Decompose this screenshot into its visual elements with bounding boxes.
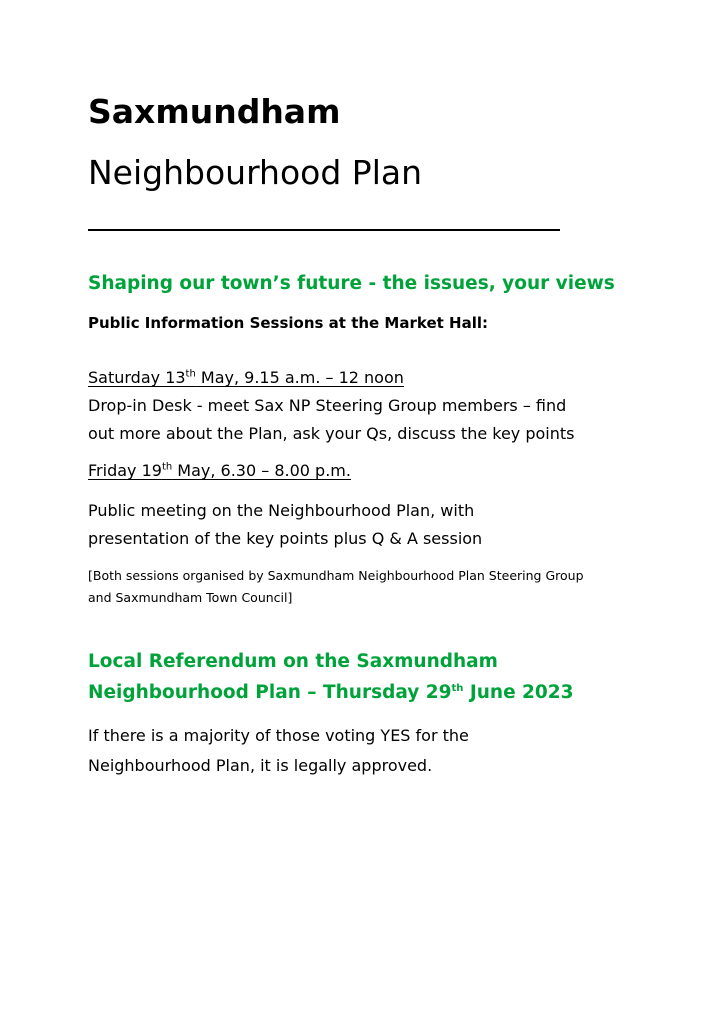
organiser-note-line2: and Saxmundham Town Council] — [88, 590, 293, 605]
referendum-heading-line2: Neighbourhood Plan – Thursday 29th June 2023 — [88, 682, 574, 703]
referendum-heading-line1: Local Referendum on the Saxmundham — [88, 651, 498, 672]
session1-date-text: Saturday 13th May, 9.15 a.m. – 12 noon — [88, 368, 404, 387]
title-divider — [88, 229, 560, 231]
section-heading-shaping-future: Shaping our town’s future - the issues, your views — [88, 273, 615, 294]
title-saxmundham: Saxmundham — [88, 92, 341, 131]
organiser-note-line1: [Both sessions organised by Saxmundham Neighbourhood Plan Steering Group — [88, 568, 584, 583]
referendum-body-line1: If there is a majority of those voting YES for the — [88, 726, 469, 745]
referendum-body-line2: Neighbourhood Plan, it is legally approved. — [88, 756, 433, 775]
session2-date — [88, 458, 351, 483]
session1-description-line2: out more about the Plan, ask your Qs, discuss the key points — [88, 424, 575, 443]
session2-date-text: Friday 19th May, 6.30 – 8.00 p.m. — [88, 461, 351, 480]
session1-date — [88, 365, 404, 390]
session2-description-line1: Public meeting on the Neighbourhood Plan, with — [88, 501, 475, 520]
session2-description-line2: presentation of the key points plus Q & A session — [88, 529, 483, 548]
session1-description-line1: Drop-in Desk - meet Sax NP Steering Group members – find — [88, 396, 567, 415]
title-neighbourhood-plan: Neighbourhood Plan — [88, 153, 422, 192]
subheading-info-sessions: Public Information Sessions at the Market Hall: — [88, 314, 488, 332]
